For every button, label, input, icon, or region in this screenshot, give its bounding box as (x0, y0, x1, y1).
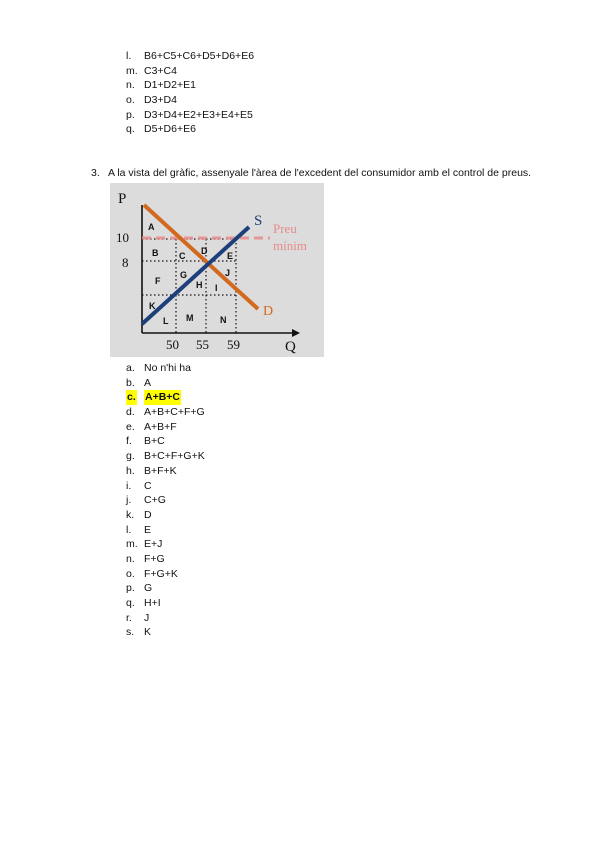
option-label: l. (126, 50, 132, 62)
selected-option-label: c. (127, 391, 136, 404)
region-c: C (179, 251, 186, 261)
option-text: A (144, 376, 152, 389)
region-i: I (215, 283, 218, 293)
option-text: A+B+F (144, 420, 177, 433)
option-text: A+B+C+F+G (144, 406, 205, 419)
supply-label: S (254, 213, 263, 229)
option-text: J (144, 611, 150, 624)
option-label: g. (126, 450, 135, 463)
selected-option-text: A+B+C (145, 391, 181, 404)
option-text: D3+D4+E2+E3+E4+E5 (144, 108, 253, 121)
region-k: K (149, 301, 156, 311)
option-label: o. (126, 94, 135, 107)
option-text: C+G (144, 494, 166, 507)
option-label: p. (126, 108, 135, 121)
option-label: d. (126, 406, 135, 419)
option-label: k. (126, 508, 135, 521)
option-label: n. (126, 79, 135, 92)
region-h: H (196, 280, 203, 290)
region-g: G (180, 270, 188, 280)
option-label: f. (126, 435, 132, 448)
option-text: C3+C4 (144, 64, 177, 77)
x-tick-59: 59 (227, 337, 240, 352)
option-label: b. (126, 376, 135, 389)
option-text: B+C+F+G+K (144, 450, 205, 463)
x-tick-50: 50 (166, 337, 179, 352)
region-j: J (225, 268, 231, 278)
region-a: A (148, 222, 155, 232)
x-tick-55: 55 (196, 337, 209, 352)
option-text: G (144, 582, 153, 595)
option-label: p. (126, 582, 135, 595)
option-label: q. (126, 123, 135, 136)
option-text: H+I (144, 597, 161, 609)
option-label: m. (126, 538, 138, 551)
y-tick-8: 8 (122, 255, 129, 270)
option-text: D5+D6+E6 (144, 123, 196, 136)
axis-label-p: P (118, 191, 127, 207)
axis-label-q: Q (285, 339, 296, 355)
supply-demand-graph (110, 183, 324, 357)
option-text: K (144, 626, 152, 639)
option-label: l. (126, 523, 132, 536)
option-label: o. (126, 567, 135, 580)
option-text: E (144, 523, 152, 536)
option-label: s. (126, 626, 135, 639)
option-text: B+C (144, 435, 165, 448)
option-text: B+F+K (144, 464, 177, 477)
option-text: C (144, 479, 152, 492)
region-f: F (155, 276, 161, 286)
region-l: L (163, 316, 169, 326)
price-floor-label-2: mínim (273, 238, 307, 253)
option-label: i. (126, 479, 132, 492)
option-text: B6+C5+C6+D5+D6+E6 (144, 50, 255, 62)
demand-label: D (263, 304, 274, 319)
question-text: A la vista del gràfic, assenyale l'àrea de l'excedent del consumidor amb el control de preus. (108, 167, 532, 179)
option-label: h. (126, 464, 135, 477)
region-d: D (201, 246, 208, 256)
price-floor-label-1: Preu (273, 221, 297, 236)
option-text: F+G+K (144, 567, 178, 580)
question-number: 3. (91, 167, 100, 179)
region-e: E (227, 251, 234, 261)
option-text: D1+D2+E1 (144, 79, 196, 92)
option-label: r. (126, 611, 132, 624)
option-label: a. (126, 362, 135, 374)
option-label: q. (126, 597, 135, 609)
option-text: No n'hi ha (144, 362, 191, 374)
region-n: N (220, 315, 227, 325)
option-text: E+J (144, 538, 163, 551)
option-label: j. (126, 494, 132, 507)
option-label: n. (126, 552, 135, 565)
option-label: m. (126, 64, 138, 77)
option-text: D3+D4 (144, 94, 177, 107)
option-text: D (144, 508, 152, 521)
y-tick-10: 10 (116, 230, 129, 245)
region-m: M (186, 313, 194, 323)
region-b: B (152, 248, 159, 258)
option-label: e. (126, 420, 135, 433)
option-text: F+G (144, 552, 165, 565)
